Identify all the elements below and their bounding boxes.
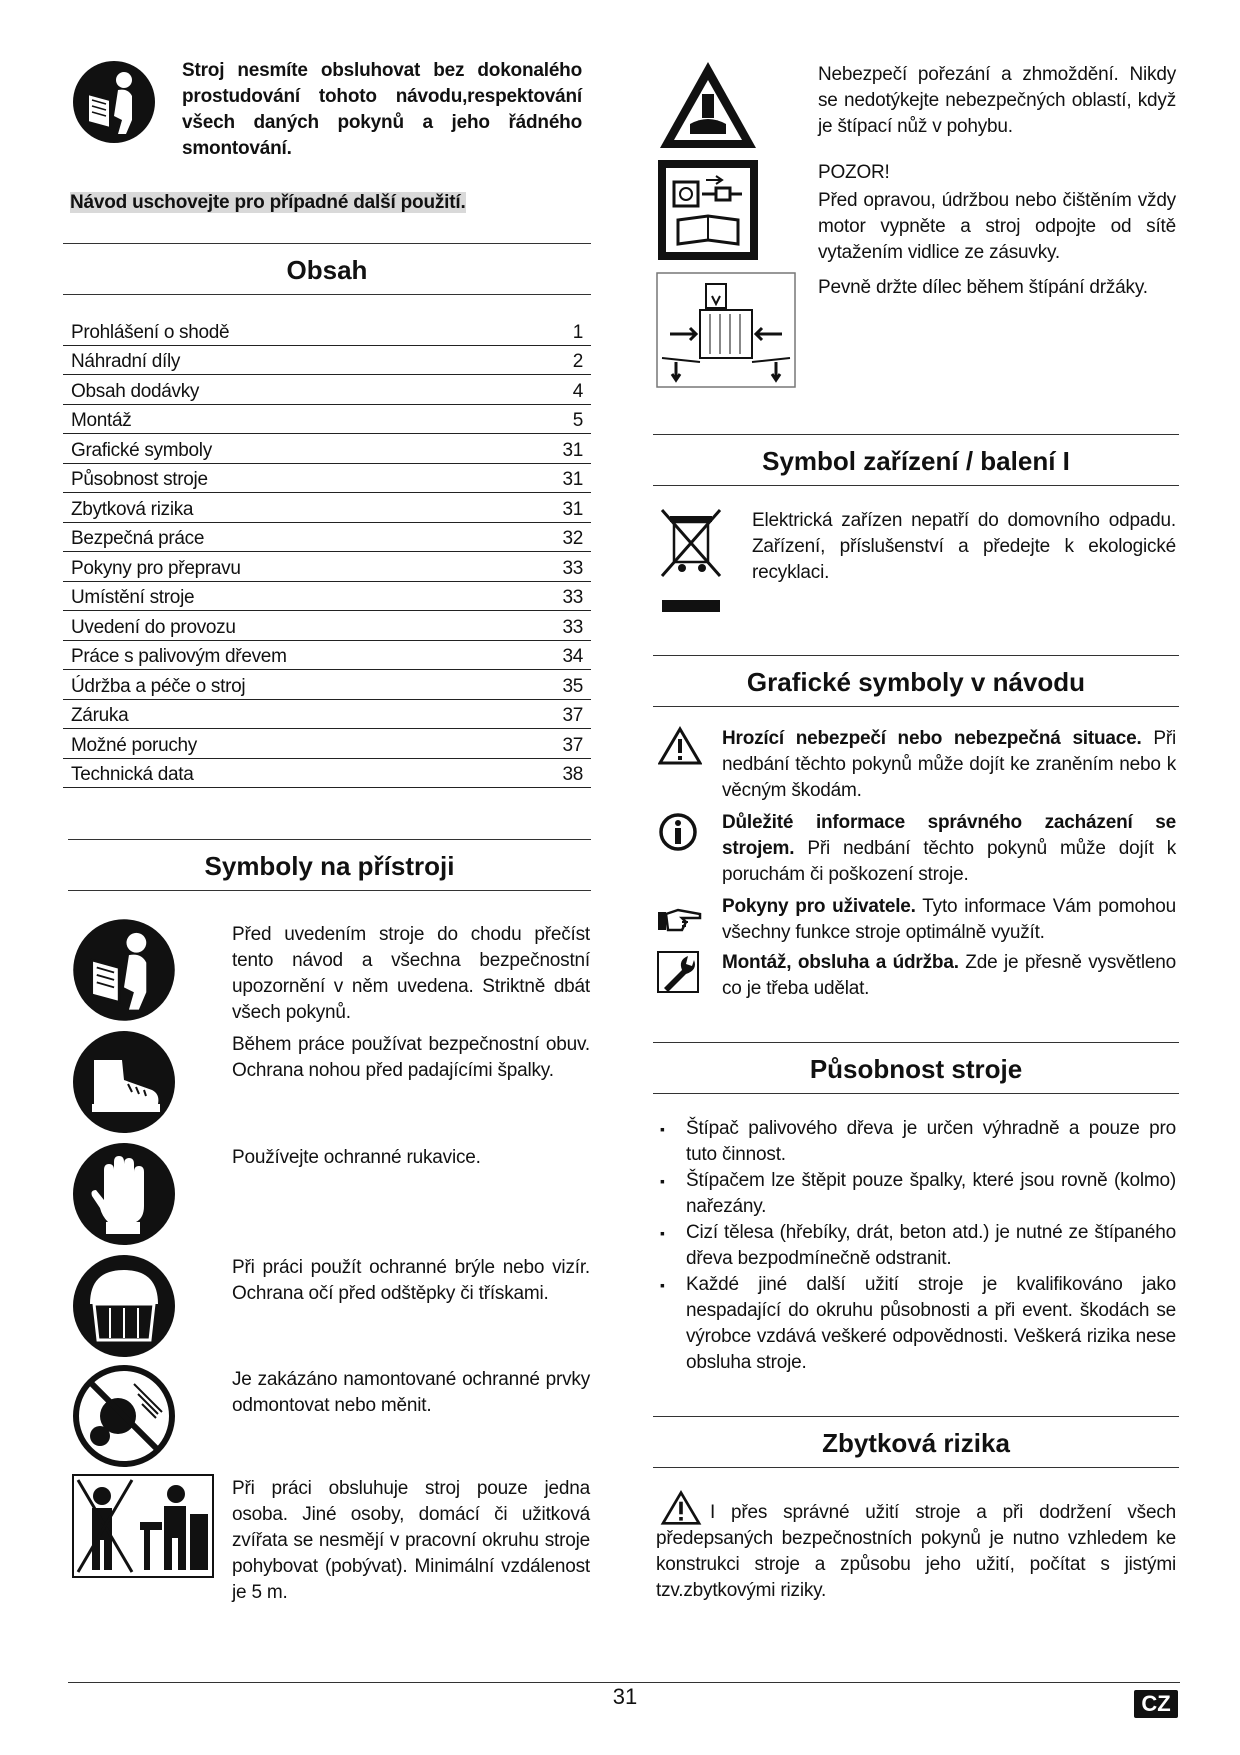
toc-row xyxy=(63,316,591,346)
manual-symbols-title: Grafické symboly v návodu xyxy=(653,655,1179,707)
residual-title: Zbytková rizika xyxy=(653,1416,1179,1468)
toc-row xyxy=(63,670,591,700)
manual-symbol-bold: Pokyny pro uživatele. xyxy=(722,896,916,917)
read-manual-icon xyxy=(72,918,176,1022)
toc-label: Umístění stroje xyxy=(71,587,195,608)
packaging-text: Elektrická zařízen nepatří do domovního odpadu. Zařízení, příslušenství a předejte k ekologické recyklaci. xyxy=(752,510,1176,583)
manual-symbol-info-text xyxy=(722,810,1176,888)
manual-symbol-bold: Hrozící nebezpečí nebo nebezpečná situace. xyxy=(722,728,1142,749)
toc-row xyxy=(63,759,591,789)
scope-title: Působnost stroje xyxy=(653,1042,1179,1094)
intro-warning: Stroj nesmíte obsluhovat bez dokonalého prostudování tohoto návodu,respektování všech daných pokynů a jeho řádného smontování. xyxy=(182,60,582,159)
toc-page: 37 xyxy=(562,734,583,756)
manual-symbol-desc: Při nedbání těchto pokynů může dojít ke zraněním nebo k věcným škodám. xyxy=(722,728,1177,801)
toc-row xyxy=(63,700,591,730)
hold-workpiece-text: Pevně držte dílec během štípání držáky. xyxy=(818,277,1148,298)
cutting-hazard-text: Nebezpečí pořezání a zhmoždění. Nikdy se nedotýkejte nebezpečných oblastí, když je štípací nůž v pohybu. xyxy=(818,64,1176,137)
safety-boot-icon xyxy=(72,1030,176,1134)
toc-label: Možné poruchy xyxy=(71,734,198,756)
toc-page: 5 xyxy=(572,410,583,431)
toc-label: Zbytková rizika xyxy=(71,498,194,520)
toc-label: Uvedení do provozu xyxy=(71,616,236,638)
manual-symbol-desc: Při nedbání těchto pokynů může dojít k poruchám či poškození stroje. xyxy=(722,838,1176,885)
toc-row xyxy=(63,582,591,612)
toc-page: 31 xyxy=(562,439,583,461)
toc-row xyxy=(63,493,591,523)
read-manual-icon xyxy=(72,60,156,144)
toc-page: 31 xyxy=(562,469,583,490)
footer-rule xyxy=(68,1682,1180,1683)
toc-row xyxy=(63,611,591,641)
pointing-hand-icon xyxy=(656,904,702,936)
manual-symbol-bold: Montáž, obsluha a údržba. xyxy=(722,952,959,973)
toc-label: Práce s palivovým dřevem xyxy=(71,646,287,667)
manual-symbol-warning-text xyxy=(722,726,1176,804)
toc-row xyxy=(63,729,591,759)
face-shield-icon xyxy=(72,1254,176,1358)
toc-page: 32 xyxy=(562,528,583,549)
device-symbols-title: Symboly na přístroji xyxy=(68,839,591,891)
toc-title: Obsah xyxy=(63,243,591,295)
toc-page: 33 xyxy=(562,557,583,579)
device-symbol-text: Při práci použít ochranné brýle nebo vizír. Ochrana očí před odštěpky či třískami. xyxy=(232,1257,590,1304)
toc-page: 33 xyxy=(562,616,583,638)
wheelie-bin-crossed-icon xyxy=(658,506,724,614)
toc-label: Montáž xyxy=(71,410,132,431)
list-item: ▪ Cizí tělesa (hřebíky, drát, beton atd.) je nutné ze štípaného dřeva bezpodmínečně odstranit. xyxy=(656,1220,1176,1272)
toc-row xyxy=(63,464,591,494)
language-badge: CZ xyxy=(1134,1690,1178,1718)
toc-row xyxy=(63,346,591,376)
warning-triangle-icon xyxy=(658,726,702,766)
toc-page: 31 xyxy=(562,498,583,520)
manual-symbol-desc: Zde je přesně vysvětleno co je třeba udělat. xyxy=(722,952,1176,999)
toc-row xyxy=(63,552,591,582)
manual-symbol-user-text xyxy=(722,894,1176,946)
toc-row xyxy=(63,641,591,671)
no-guard-removal-icon xyxy=(72,1364,176,1468)
toc-label: Náhradní díly xyxy=(71,351,181,372)
toc-page: 1 xyxy=(572,321,583,343)
list-item: ▪ Štípačem lze štěpit pouze špalky, které jsou rovně (kolmo) nařezány. xyxy=(656,1168,1176,1220)
list-item: ▪ Každé jiné další užití stroje je kvalifikováno jako nespadající do okruhu působnosti a při event. škodách se výrobce vzdává veškeré odpovědnosti. Veškerá rizika nese obsluha stroje. xyxy=(656,1272,1176,1376)
toc-page: 35 xyxy=(562,675,583,697)
safety-glove-icon xyxy=(72,1142,176,1246)
toc-page: 34 xyxy=(562,646,583,667)
keep-manual-note: Návod uschovejte pro případné další použití. xyxy=(70,192,466,213)
cutting-hazard-icon xyxy=(656,58,760,152)
device-symbol-text: Je zakázáno namontované ochranné prvky odmontovat nebo měnit. xyxy=(232,1369,590,1416)
toc-label: Technická data xyxy=(71,764,194,785)
device-symbol-text: Používejte ochranné rukavice. xyxy=(232,1147,481,1168)
caution-label: POZOR! xyxy=(818,162,890,183)
toc-row xyxy=(63,375,591,405)
device-symbol-text: Při práci obsluhuje stroj pouze jedna osoba. Jiné osoby, domácí či užitková zvířata se nesmějí v pracovní okruhu stroje pohybovat (pobývat). Minimální vzdálenost je 5 m. xyxy=(232,1478,590,1603)
toc-label: Bezpečná práce xyxy=(71,528,205,549)
toc-page: 38 xyxy=(562,764,583,785)
toc-page: 2 xyxy=(572,351,583,372)
toc-label: Grafické symboly xyxy=(71,439,212,461)
toc-row xyxy=(63,434,591,464)
unplug-before-service-icon xyxy=(656,158,760,262)
hold-workpiece-icon xyxy=(656,272,796,388)
toc-page: 37 xyxy=(562,705,583,726)
scope-list xyxy=(656,1116,1176,1376)
device-symbol-text: Před uvedením stroje do chodu přečíst tento návod a všechna bezpečnostní upozornění v něm uvedena. Striktně dbát všech pokynů. xyxy=(232,924,590,1023)
toc-row xyxy=(63,405,591,435)
residual-text: I přes správné užití stroje a při dodržení všech předepsaných bezpečnostních pokynů je nutno vzhledem ke konstrukci stroje a způsobu jeho užití, počítat s jistými tzv.zbytkovými riziky. xyxy=(656,1502,1176,1601)
toc-page: 33 xyxy=(562,587,583,608)
toc-label: Obsah dodávky xyxy=(71,380,200,402)
toc-label: Působnost stroje xyxy=(71,469,208,490)
toc-label: Pokyny pro přepravu xyxy=(71,557,241,579)
wrench-icon xyxy=(656,950,700,994)
one-operator-icon xyxy=(72,1474,214,1578)
toc-page: 4 xyxy=(572,380,583,402)
toc-label: Údržba a péče o stroj xyxy=(71,675,246,697)
manual-symbol-bold: Důležité informace správného zacházení se strojem. xyxy=(722,812,1176,859)
toc-row xyxy=(63,523,591,553)
info-icon xyxy=(658,812,698,852)
manual-symbol-desc: Tyto informace Vám pomohou všechny funkce stroje optimálně využít. xyxy=(722,896,1176,943)
page-number: 31 xyxy=(612,1684,638,1709)
device-symbol-text: Během práce používat bezpečnostní obuv. Ochrana nohou před padajícími špalky. xyxy=(232,1034,590,1081)
list-item: ▪ Štípač palivového dřeva je určen výhradně a pouze pro tuto činnost. xyxy=(656,1116,1176,1168)
toc-label: Prohlášení o shodě xyxy=(71,321,230,343)
toc-list xyxy=(63,316,591,788)
packaging-title: Symbol zařízení / balení I xyxy=(653,434,1179,486)
toc-label: Záruka xyxy=(71,705,129,726)
manual-symbol-assembly-text xyxy=(722,950,1176,1002)
unplug-text: Před opravou, údržbou nebo čištěním vždy motor vypněte a stroj odpojte od sítě vytažením vidlice ze zásuvky. xyxy=(818,190,1176,263)
